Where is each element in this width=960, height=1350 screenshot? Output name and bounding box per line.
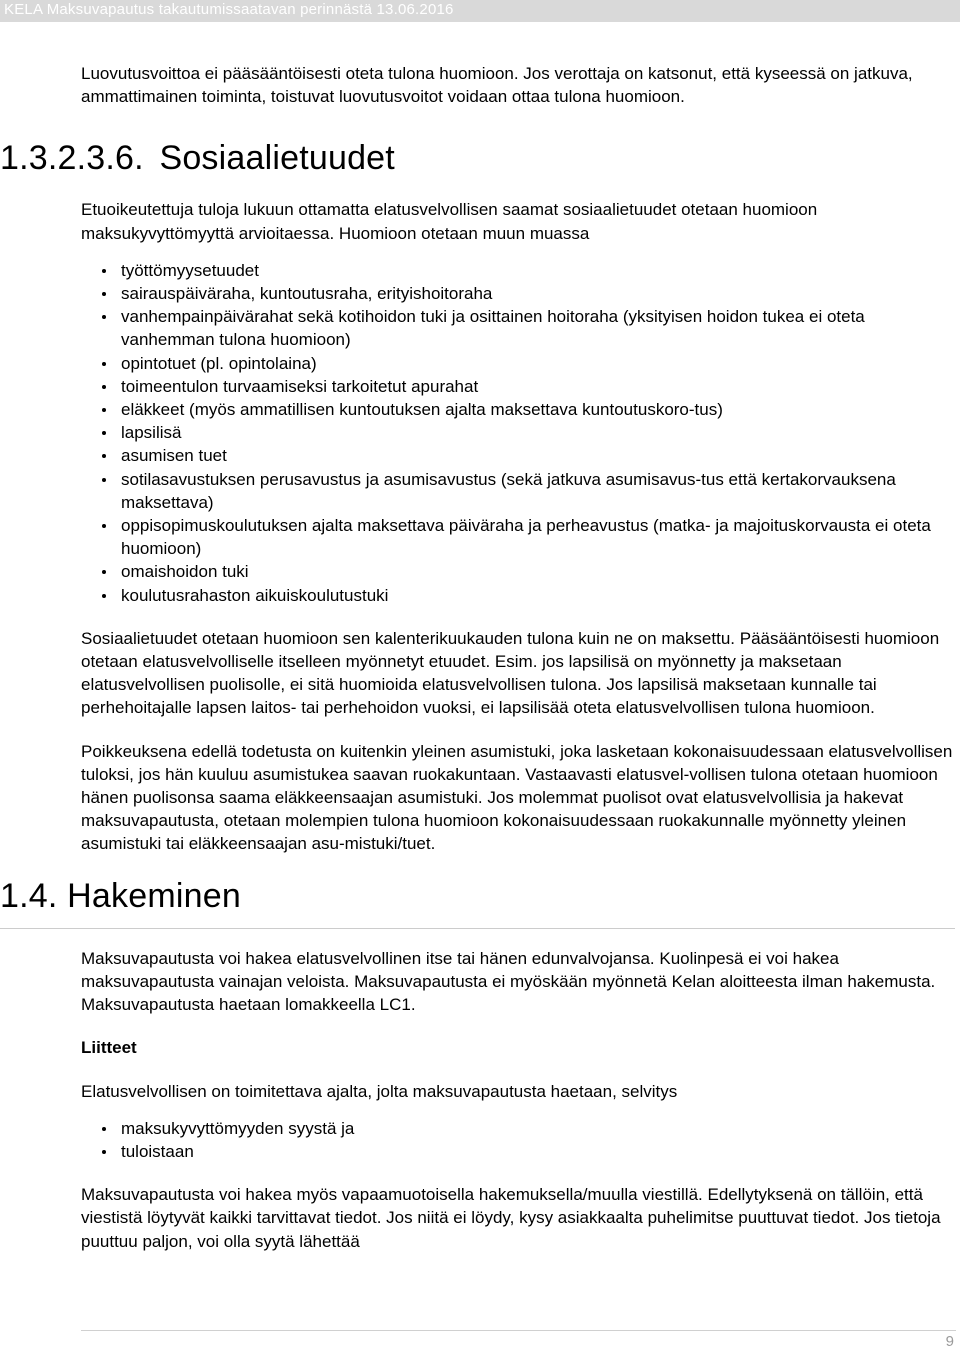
subheading-liitteet: Liitteet	[81, 1038, 137, 1058]
heading-divider	[0, 928, 955, 929]
list-item: oppisopimuskoulutuksen ajalta maksettava päiväraha ja perheavustus (matka- ja majoituskorvausta ei oteta huomioon)	[81, 514, 956, 560]
list-item: lapsilisä	[81, 421, 956, 444]
list-item: omaishoidon tuki	[81, 560, 956, 583]
list-item: opintotuet (pl. opintolaina)	[81, 352, 956, 375]
list-item: asumisen tuet	[81, 444, 956, 467]
list-item: koulutusrahaston aikuiskoulutustuki	[81, 584, 956, 607]
list-item: maksukyvyttömyyden syystä ja	[81, 1117, 956, 1140]
section-intro-paragraph: Etuoikeutettuja tuloja lukuun ottamatta elatusvelvollisen saamat sosiaalietuudet otetaan huomioon maksukyvyttömyyttä arvioitaessa. Huomioon otetaan muun muassa	[81, 200, 818, 243]
list-item: sairauspäiväraha, kuntoutusraha, erityishoitoraha	[81, 282, 956, 305]
document-header-title: KELA Maksuvapautus takautumissaatavan perinnästä 13.06.2016	[4, 1, 454, 18]
page-number: 9	[945, 1333, 954, 1350]
section-title: Sosiaalietuudet	[159, 139, 395, 178]
section-number: 1.4.	[0, 876, 58, 915]
list-item: eläkkeet (myös ammatillisen kuntoutuksen ajalta maksettava kuntoutuskoro-tus)	[81, 398, 956, 421]
timing-paragraph: Sosiaalietuudet otetaan huomioon sen kalenterikuukauden tulona kuin ne on maksettu. Pääsääntöisesti huomioon otetaan elatusvelvolliselle itselleen myönnetyt etuudet. Esim. jos lapsilisä on myönnetty ja maksetaan elatusvelvollisen puolisolle, ei sitä huomioida elatusvelvollisen tulona. Jos lapsilisä maksetaan kunnalle tai perhehoitajalle lapsen laitos- tai perhehoidon vuoksi, ei lapsilisää oteta elatusvelvollisen tulona huomioon.	[81, 628, 940, 718]
exception-paragraph: Poikkeuksena edellä todetusta on kuitenkin yleinen asumistuki, joka lasketaan kokonaisuudessaan elatusvelvollisen tuloksi, jos hän kuuluu asumistukea saavan ruokakuntaan. Vastaavasti elatusvel-vollisen tulona otetaan huomioon hänen puolisonsa saama eläkkeensaajan asumistuki. Jos molemmat puolisot ovat elatusvelvollisia ja hakevat maksuvapautusta, otetaan molempien tulona huomioon kokonaisuudessaan ruokakunnalle myönnetty yleinen asumistuki tai eläkkeensaajan asu-mistuki/tuet.	[81, 741, 953, 854]
section-number: 1.3.2.3.6.	[0, 139, 144, 178]
intro-paragraph: Luovutusvoittoa ei pääsääntöisesti oteta tulona huomioon. Jos verottaja on katsonut, että kyseessä on jatkuva, ammattimainen toiminta, toistuvat luovutusvoitot voidaan ottaa tulona huomioon.	[81, 64, 913, 107]
list-item: toimeentulon turvaamiseksi tarkoitetut apurahat	[81, 375, 956, 398]
section-heading-hakeminen	[0, 876, 956, 916]
application-paragraph: Maksuvapautusta voi hakea elatusvelvollinen itse tai hänen edunvalvojansa. Kuolinpesä ei voi hakea maksuvapautusta vainajan veloista. Maksuvapautusta ei myöskään myönnetä Kelan aloitteesta ilman hakemusta. Maksuvapautusta haetaan lomakkeella LC1.	[81, 948, 936, 1015]
list-item: tuloistaan	[81, 1140, 956, 1163]
free-form-application-paragraph: Maksuvapautusta voi hakea myös vapaamuotoisella hakemuksella/muulla viestillä. Edellytyksenä on tällöin, että viestistä löytyvät kaikki tarvittavat tiedot. Jos niitä ei löydy, kysy asiakkaalta puhelimitse puuttuvat tiedot. Jos tietoja puuttuu paljon, voi olla syytä lähettää	[81, 1185, 941, 1251]
section-title: Hakeminen	[67, 876, 241, 915]
attachments-list	[81, 1117, 956, 1163]
list-item: työttömyysetuudet	[81, 259, 956, 282]
section-heading-sosiaalietuudet	[0, 138, 956, 178]
list-item: vanhempainpäivärahat sekä kotihoidon tuki ja osittainen hoitoraha (yksityisen hoidon tukea ei oteta vanhemman tulona huomioon)	[81, 305, 956, 351]
benefits-list	[81, 259, 956, 607]
document-header	[0, 0, 960, 22]
list-item: sotilasavustuksen perusavustus ja asumisavustus (sekä jatkuva asumisavus-tus että kertakorvauksena maksettava)	[81, 468, 956, 514]
footer-divider	[81, 1330, 956, 1331]
attachments-intro: Elatusvelvollisen on toimitettava ajalta, jolta maksuvapautusta haetaan, selvitys	[81, 1081, 678, 1101]
page-content	[0, 62, 956, 1253]
